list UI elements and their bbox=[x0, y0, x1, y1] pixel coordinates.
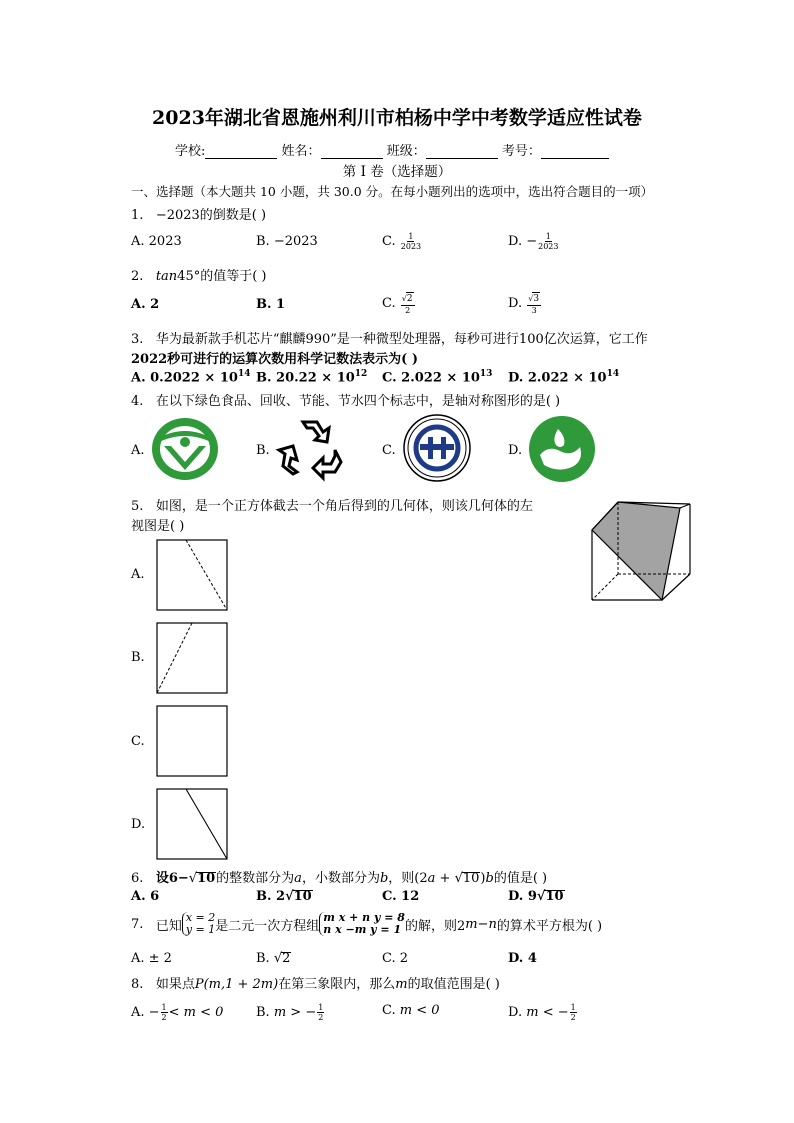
q6-option-d[interactable]: D. 9√10 bbox=[508, 889, 564, 904]
q5-view-a-icon[interactable] bbox=[156, 539, 228, 611]
q5-view-b-icon[interactable] bbox=[156, 622, 228, 694]
q4-option-b[interactable]: B. bbox=[256, 443, 270, 458]
section-heading: 第 I 卷（选择题） bbox=[342, 164, 452, 180]
question-number: 8. bbox=[131, 977, 144, 992]
q7-option-c[interactable]: C. 2 bbox=[382, 951, 409, 966]
stem-part: 是二元一次方程组 bbox=[215, 918, 320, 934]
q3-option-c[interactable]: C. $2.022 \times 10^{13}$ bbox=[382, 369, 493, 386]
question-number: 7. bbox=[131, 916, 144, 932]
q6-option-c[interactable]: C. 12 bbox=[382, 889, 420, 904]
fraction: $\frac{1}{2023}$ bbox=[538, 232, 559, 251]
tan-symbol: tan bbox=[155, 269, 178, 284]
option-label: C. bbox=[382, 296, 396, 311]
q3-option-a[interactable]: A. $0.2022 \times 10^{14}$ bbox=[131, 369, 251, 386]
q1-option-a[interactable]: A. 2023 bbox=[131, 234, 182, 249]
question-stem: 45°的值等于( ) bbox=[177, 269, 267, 284]
stem-part: 的取值范围是( ) bbox=[407, 977, 500, 992]
question-number: 5. bbox=[131, 499, 144, 514]
var-b: b bbox=[485, 871, 494, 886]
question-number: 6. bbox=[131, 871, 144, 886]
question-6: 6. 设6−√10的整数部分为a，小数部分为b，则(2a + √10)b的值是( ) bbox=[131, 871, 548, 886]
stem-part: − bbox=[477, 916, 489, 932]
question-stem: 在以下绿色食品、回收、节能、节水四个标志中，是轴对称图形的是( ) bbox=[155, 394, 561, 409]
q1-option-b[interactable]: B. −2023 bbox=[256, 234, 318, 249]
q5-option-c[interactable]: C. bbox=[131, 734, 145, 749]
student-info-line bbox=[175, 140, 609, 159]
option-text: m < 0 bbox=[399, 1003, 440, 1018]
q2-option-b[interactable]: B. 1 bbox=[256, 297, 286, 312]
option-label: D. bbox=[508, 1005, 523, 1020]
question-7 bbox=[131, 912, 602, 936]
stem-part: 的解，则2 bbox=[404, 918, 466, 934]
option-label: C. bbox=[382, 234, 396, 249]
cut-cube-figure-icon bbox=[588, 500, 692, 604]
stem-part: 在第三象限内，那么 bbox=[278, 977, 396, 992]
sqrt-value: 10 bbox=[462, 871, 480, 886]
question-3-line2: 2022秒可进行的运算次数用科学记数法表示为( ) bbox=[131, 352, 419, 367]
q3-option-d[interactable]: D. $2.022 \times 10^{14}$ bbox=[508, 369, 620, 386]
exam-no-label: 考号： bbox=[501, 144, 541, 159]
q3-option-b[interactable]: B. $20.22 \times 10^{12}$ bbox=[256, 369, 368, 386]
fraction: $\frac{1}{2}$ bbox=[570, 1003, 576, 1022]
exam-no-blank[interactable] bbox=[541, 144, 609, 159]
q7-option-a[interactable]: A. ± 2 bbox=[131, 951, 172, 966]
q4-option-a[interactable]: A. bbox=[131, 443, 145, 458]
equation-system: m x + n y = 8 n x −m y = 1 bbox=[319, 912, 405, 936]
question-5-line1 bbox=[131, 495, 533, 514]
stem-part: ) bbox=[480, 871, 486, 886]
q7-option-d[interactable]: D. 4 bbox=[508, 951, 537, 966]
fraction: $\frac{1}{2}$ bbox=[161, 1003, 167, 1022]
var-a: a bbox=[294, 871, 302, 886]
var-b: b bbox=[379, 871, 389, 886]
sqrt-value: 10 bbox=[197, 871, 216, 886]
question-stem: 华为最新款手机芯片“麒麟990”是一种微型处理器，每秒可进行100亿次运算，它工作 bbox=[155, 332, 648, 347]
question-1 bbox=[131, 204, 266, 223]
q6-option-a[interactable]: A. 6 bbox=[131, 889, 160, 904]
stem-part: 已知 bbox=[155, 918, 182, 934]
question-5-line2: 视图是( ) bbox=[131, 519, 185, 534]
q5-option-a[interactable]: A. bbox=[131, 567, 145, 582]
stem-part: 的整数部分为 bbox=[216, 871, 295, 886]
fraction: $\frac{√2}{2}$ bbox=[401, 294, 413, 315]
school-label: 学校: bbox=[175, 144, 206, 159]
q8-option-a[interactable] bbox=[131, 1003, 223, 1022]
option-label: A. − bbox=[131, 1005, 160, 1020]
option-label: C. bbox=[382, 1003, 396, 1018]
q4-option-c[interactable]: C. bbox=[382, 443, 396, 458]
q4-option-d[interactable]: D. bbox=[508, 443, 523, 458]
question-number: 1. bbox=[131, 208, 144, 223]
q2-option-c[interactable] bbox=[382, 292, 416, 315]
q5-option-b[interactable]: B. bbox=[131, 650, 145, 665]
point-p: P(m,1 + 2m) bbox=[194, 977, 279, 992]
var-a: a bbox=[427, 871, 436, 886]
stem-part: + bbox=[435, 871, 455, 886]
option-tail: < m < 0 bbox=[168, 1005, 224, 1020]
q5-option-d[interactable]: D. bbox=[131, 817, 146, 832]
solution-system: x = 2 y = 1 bbox=[182, 912, 215, 936]
q1-option-d[interactable] bbox=[508, 232, 559, 251]
var-n: n bbox=[488, 916, 497, 932]
stem-part: ，小数部分为 bbox=[301, 871, 380, 886]
question-2 bbox=[131, 265, 267, 284]
stem-part: 如果点 bbox=[155, 977, 195, 992]
q5-view-c-icon[interactable] bbox=[156, 705, 228, 777]
question-8 bbox=[131, 973, 500, 992]
q8-option-d[interactable] bbox=[508, 1003, 578, 1022]
recycle-logo-icon[interactable] bbox=[275, 416, 345, 482]
q1-option-c[interactable] bbox=[382, 232, 422, 251]
fraction: $\frac{1}{2}$ bbox=[318, 1003, 324, 1022]
water-saving-logo-icon[interactable] bbox=[528, 415, 596, 483]
class-blank[interactable] bbox=[426, 144, 498, 159]
fraction: $\frac{√3}{3}$ bbox=[528, 294, 540, 315]
question-stem: −2023的倒数是( ) bbox=[155, 208, 267, 223]
part-one-instructions: 一、选择题（本大题共 10 小题，共 30.0 分。在每小题列出的选项中，选出符合题目的一项） bbox=[131, 184, 654, 199]
paper-title: 2023年湖北省恩施州利川市柏杨中学中考数学适应性试卷 bbox=[152, 107, 642, 129]
q2-option-a[interactable]: A. 2 bbox=[131, 297, 160, 312]
question-stem: 如图，是一个正方体截去一个角后得到的几何体，则该几何体的左 bbox=[155, 499, 533, 514]
option-label: D. bbox=[508, 296, 523, 311]
option-label: B. bbox=[256, 1005, 270, 1020]
question-number: 3. bbox=[131, 332, 144, 347]
option-text: m < − bbox=[526, 1005, 569, 1020]
question-3-line1 bbox=[131, 328, 648, 347]
stem-part: ，则(2 bbox=[388, 871, 428, 886]
green-food-logo-icon[interactable] bbox=[150, 416, 220, 482]
question-4 bbox=[131, 390, 560, 409]
question-number: 2. bbox=[131, 269, 144, 284]
stem-part: 的值是( ) bbox=[493, 871, 548, 886]
stem-part: 设6− bbox=[155, 871, 189, 886]
school-blank[interactable] bbox=[205, 144, 277, 159]
var-m: m bbox=[465, 916, 478, 932]
q8-option-c[interactable] bbox=[382, 1003, 440, 1018]
name-label: 姓名： bbox=[281, 144, 321, 159]
q5-view-d-icon[interactable] bbox=[156, 788, 228, 860]
option-text: m > − bbox=[273, 1005, 317, 1020]
option-label: D. − bbox=[508, 234, 538, 249]
question-number: 4. bbox=[131, 394, 144, 409]
class-label: 班级： bbox=[386, 144, 426, 159]
fraction: $\frac{1}{2023}$ bbox=[400, 232, 422, 251]
stem-part: 的算术平方根为( ) bbox=[496, 918, 603, 934]
name-blank[interactable] bbox=[321, 144, 383, 159]
q2-option-d[interactable] bbox=[508, 292, 542, 315]
energy-saving-logo-icon[interactable] bbox=[402, 413, 472, 483]
q8-option-b[interactable] bbox=[256, 1003, 325, 1022]
q7-option-b[interactable]: B. √2 bbox=[256, 951, 291, 966]
q6-option-b[interactable]: B. 2√10 bbox=[256, 889, 312, 904]
var-m: m bbox=[395, 977, 408, 992]
